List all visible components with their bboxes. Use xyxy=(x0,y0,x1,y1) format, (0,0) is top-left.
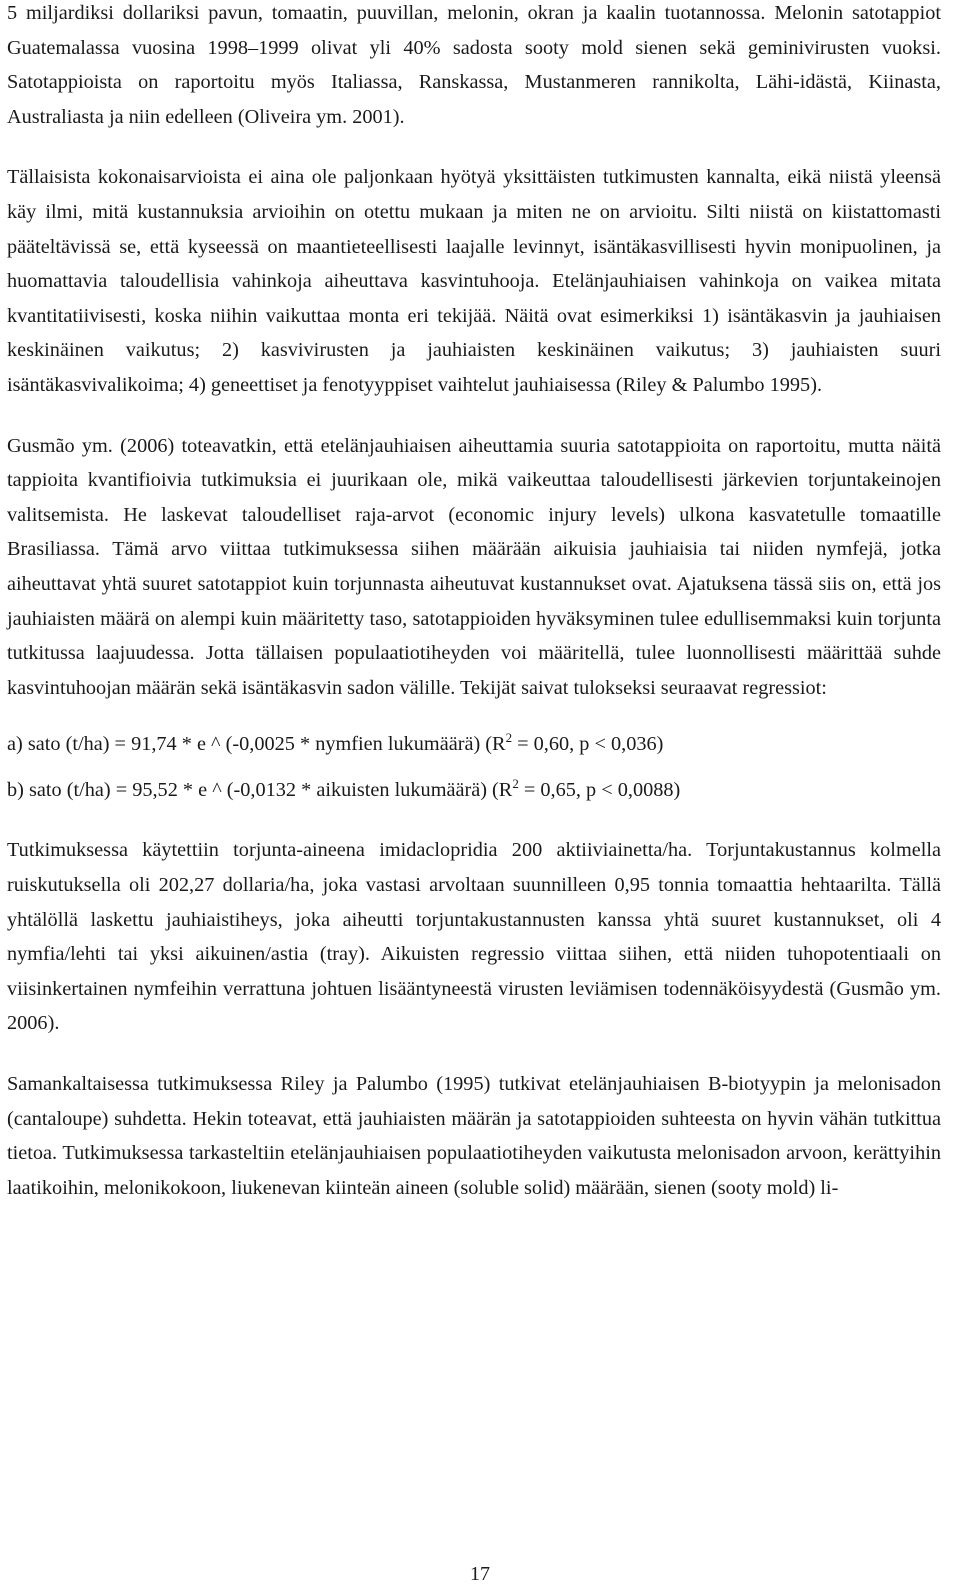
paragraph-spacer xyxy=(7,1041,941,1067)
paragraph-gusmao-study: Gusmão ym. (2006) toteavatkin, että etelänjauhiaisen aiheuttamia suuria satotappioita on raportoitu, mutta näitä tappioita kvantifioivia tutkimuksia ei juurikaan ole, mikä vaikeuttaa taloudellisesti järkevien torjuntakeinojen valitsemista. He laskevat taloudelliset raja-arvot (economic injury levels) ulkona kasvatetulle tomaatille Brasiliassa. Tämä arvo viittaa tutkimuksessa siihen määrään aikuisia jauhiaisia tai niiden nymfejä, jotka aiheuttavat yhtä suuret satotappiot kuin torjunnasta aiheutuvat kustannukset ovat. Ajatuksena tässä siis on, että jos jauhiaisten määrä on alempi kuin määritetty taso, satotappioiden hyväksyminen tulee edullisemmaksi kuin torjunta tutkitussa laajuudessa. Jotta tällaisen populaatiotiheyden voi määritellä, tulee luonnollisesti määrittää suhde kasvintuhoojan määrän sekä isäntäkasvin sadon välille. Tekijät saivat tulokseksi seuraavat regressiot: xyxy=(7,434,941,699)
formula-a-text-end: = 0,60, p < 0,036) xyxy=(512,733,664,756)
regression-formula-a xyxy=(7,727,941,762)
page-number: 17 xyxy=(470,1563,490,1585)
paragraph-crop-losses: 5 miljardiksi dollariksi pavun, tomaatin, puuvillan, melonin, okran ja kaalin tuotannossa. Melonin satotappiot Guatemalassa vuosina 1998–1999 olivat yli 40% sadosta sooty mold sienen sekä geminivirusten vuoksi. Satotappioista on raportoitu myös Italiassa, Ranskassa, Mustanmeren rannikolta, Lähi-idästä, Kiinasta, Australiasta ja niin edelleen (Oliveira ym. 2001). xyxy=(7,2,941,128)
paragraph-imidacloprid: Tutkimuksessa käytettiin torjunta-aineena imidaclopridia 200 aktiiviainetta/ha. Torjuntakustannus kolmella ruiskutuksella oli 202,27 dollaria/ha, joka vastasi arvoltaan suunnilleen 0,95 tonnia tomaattia hehtaarilta. Tällä yhtälöllä laskettu jauhiaistiheys, joka aiheutti torjuntakustannusten kanssa yhtä suuret kustannukset, oli 4 nymfia/lehti tai yksi aikuinen/astia (tray). Aikuisten regressio viittaa siihen, että niiden tuhopotentiaali on viisinkertainen nymfeihin verrattuna johtuen lisääntyneestä virusten leviämisen todennäköisyydestä (Gusmão ym. 2006). xyxy=(7,839,941,1035)
document-page xyxy=(7,0,941,1205)
paragraph-riley-palumbo: Samankaltaisessa tutkimuksessa Riley ja Palumbo (1995) tutkivat etelänjauhiaisen B-biotyypin ja melonisadon (cantaloupe) suhdetta. Hekin toteavat, että jauhiaisten määrän ja satotappioiden suhteesta on hyvin vähän tutkittua tietoa. Tutkimuksessa tarkasteltiin etelänjauhiaisen populaatiotiheyden vaikutusta melonisadon arvoon, kerättyihin laatikoihin, melonikokoon, liukenevan kiinteän aineen (soluble solid) määrään, sienen (sooty mold) li- xyxy=(7,1073,941,1199)
regression-formula-b xyxy=(7,773,941,808)
formula-a-text: a) sato (t/ha) = 91,74 * e ^ (-0,0025 * nymfien lukumäärä) (R xyxy=(7,733,506,756)
formula-a-superscript: 2 xyxy=(505,730,513,746)
paragraph-spacer xyxy=(7,705,941,727)
paragraph-spacer xyxy=(7,134,941,160)
paragraph-overall-estimates: Tällaisista kokonaisarvioista ei aina ole paljonkaan hyötyä yksittäisten tutkimusten kannalta, eikä niistä yleensä käy ilmi, mitä kustannuksia arvioihin on otettu mukaan ja miten ne on arvioitu. Silti niistä on kiistattomasti pääteltävissä se, että kyseessä on maantieteellisesti laajalle levinnyt, isäntäkasvillisesti hyvin monipuolinen, ja huomattavia taloudellisia vahinkoja aiheuttava kasvintuhooja. Etelänjauhiaisen vahinkoja on vaikea mitata kvantitatiivisesti, koska niihin vaikuttaa monta eri tekijää. Näitä ovat esimerkiksi 1) isäntäkasvin ja jauhiaisen keskinäinen vaikutus; 2) kasvivirusten ja jauhiaisten keskinäinen vaikutus; 3) jauhiaisten suuri isäntäkasvivalikoima; 4) geneettiset ja fenotyyppiset vaihtelut jauhiaisessa (Riley & Palumbo 1995). xyxy=(7,166,941,396)
formula-b-text-end: = 0,65, p < 0,0088) xyxy=(518,778,681,801)
formula-b-superscript: 2 xyxy=(512,775,519,791)
paragraph-spacer xyxy=(7,403,941,429)
formula-spacer xyxy=(7,762,941,773)
formula-b-text: b) sato (t/ha) = 95,52 * e ^ (-0,0132 * aikuisten lukumäärä) (R xyxy=(7,778,513,801)
paragraph-spacer xyxy=(7,807,941,833)
